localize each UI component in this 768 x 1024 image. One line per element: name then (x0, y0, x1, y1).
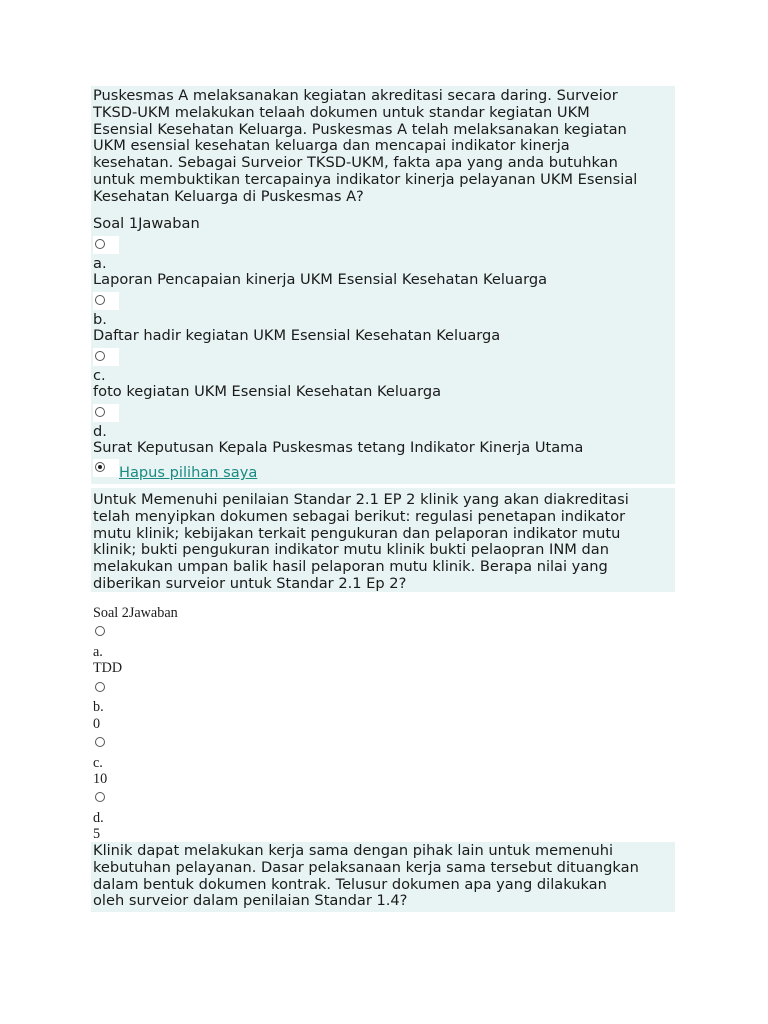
q1-option-d-letter: d. (93, 423, 107, 440)
q1-clear-radio[interactable] (93, 459, 119, 477)
q1-option-c-radio[interactable] (93, 348, 119, 366)
q1-option-c-letter: c. (93, 367, 106, 384)
q1-option-b-letter: b. (93, 311, 107, 328)
q2-option-d-letter: d. (93, 810, 104, 826)
q1-option-d-radio[interactable] (93, 404, 119, 422)
radio-checked-icon (95, 462, 105, 472)
q2-option-b-letter: b. (93, 699, 104, 715)
q2-option-b-radio[interactable] (95, 682, 105, 692)
q1-option-a-radio[interactable] (93, 236, 119, 254)
question-2-soal-label: Soal 2Jawaban (93, 605, 178, 621)
radio-icon (95, 295, 105, 305)
q2-option-c-radio[interactable] (95, 737, 105, 747)
radio-icon (95, 239, 105, 249)
radio-icon (95, 351, 105, 361)
q1-option-b-radio[interactable] (93, 292, 119, 310)
q2-option-b-text: 0 (93, 716, 101, 732)
q1-option-a-text: Laporan Pencapaian kinerja UKM Esensial Kesehatan Keluarga (93, 271, 548, 288)
question-1-soal-label: Soal 1Jawaban (93, 215, 200, 232)
q1-option-b-text: Daftar hadir kegiatan UKM Esensial Kesehatan Keluarga (93, 327, 501, 344)
q2-option-c-letter: c. (93, 755, 103, 771)
question-2-text: Untuk Memenuhi penilaian Standar 2.1 EP 2 klinik yang akan diakreditasi telah menyipkan dokumen sebagai berikut: regulasi penetapan indikator mutu klinik; kebijakan terkait pengukuran dan pelaporan indikator mutu klinik; bukti pengukuran indikator mutu klinik bukti pelaopran INM dan melakukan umpan balik hasil pelaporan mutu klinik. Berapa nilai yang diberikan surveior untuk Standar 2.1 Ep 2? (93, 491, 629, 592)
q1-option-a-letter: a. (93, 255, 107, 272)
q2-option-a-text: TDD (93, 660, 123, 676)
q2-option-d-radio[interactable] (95, 792, 105, 802)
q2-option-c-text: 10 (93, 771, 108, 787)
q2-option-d-text: 5 (93, 826, 101, 842)
clear-choice-link[interactable]: Hapus pilihan saya (119, 464, 258, 481)
radio-icon (95, 407, 105, 417)
q2-option-a-letter: a. (93, 644, 103, 660)
q1-option-c-text: foto kegiatan UKM Esensial Kesehatan Keluarga (93, 383, 442, 400)
question-3-text: Klinik dapat melakukan kerja sama dengan pihak lain untuk memenuhi kebutuhan pelayanan. Dasar pelaksanaan kerja sama tersebut dituangkan dalam bentuk dokumen kontrak. Telusur dokumen apa yang dilakukan oleh surveior dalam penilaian Standar 1.4? (93, 842, 639, 910)
question-1-text: Puskesmas A melaksanakan kegiatan akreditasi secara daring. Surveior TKSD-UKM melakukan telaah dokumen untuk standar kegiatan UKM Esensial Kesehatan Keluarga. Puskesmas A telah melaksanakan kegiatan UKM esensial kesehatan keluarga dan mencapai indikator kinerja kesehatan. Sebagai Surveior TKSD-UKM, fakta apa yang anda butuhkan untuk membuktikan tercapainya indikator kinerja pelayanan UKM Esensial Kesehatan Keluarga di Puskesmas A? (93, 87, 638, 205)
q1-option-d-text: Surat Keputusan Kepala Puskesmas tetang Indikator Kinerja Utama (93, 439, 584, 456)
q2-option-a-radio[interactable] (95, 626, 105, 636)
